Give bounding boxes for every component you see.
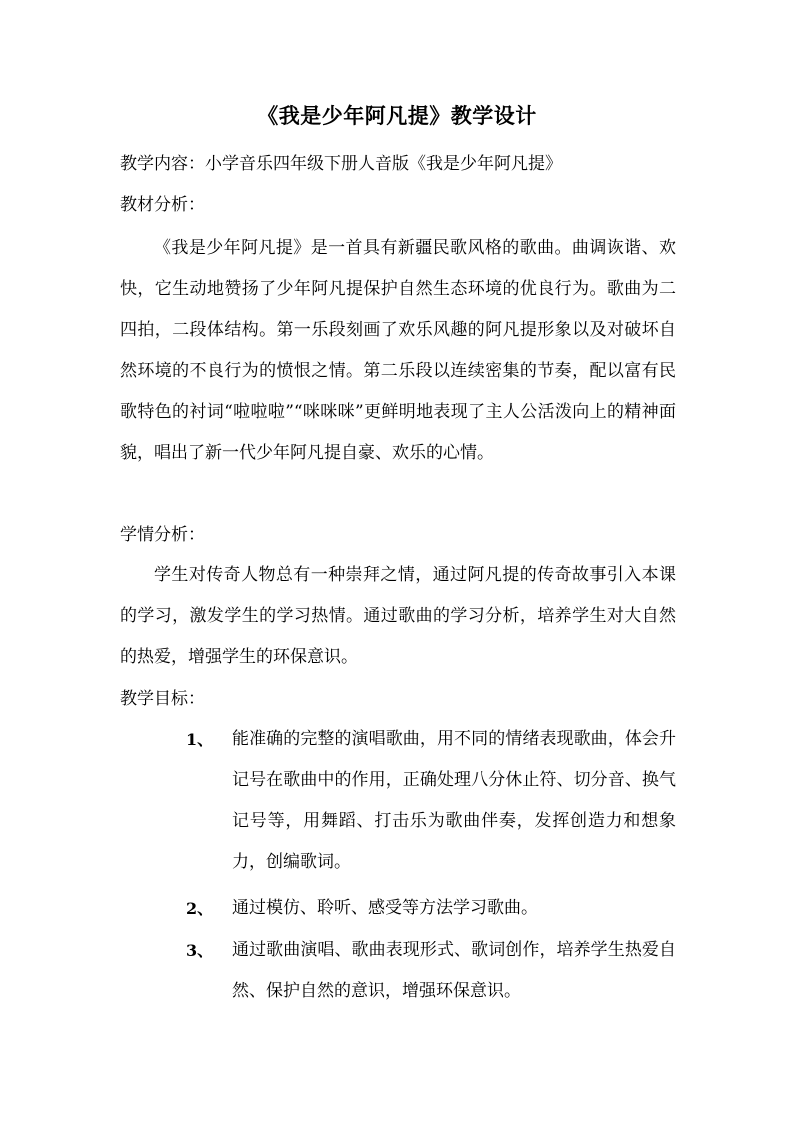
- document-title: 《我是少年阿凡提》教学设计: [257, 103, 537, 128]
- teaching-goals-heading: 教学目标：: [120, 689, 205, 709]
- goal-number: 1、: [186, 730, 214, 749]
- goal-text: 通过模仿、聆听、感受等方法学习歌曲。: [232, 898, 538, 918]
- goal-number: 2、: [186, 899, 214, 918]
- goal-text: 通过歌曲演唱、歌曲表现形式、歌词创作，培养学生热爱自然、保护自然的意识，增强环保意识。: [232, 940, 676, 1001]
- goal-text: 能准确的完整的演唱歌曲，用不同的情绪表现歌曲，体会升记号在歌曲中的作用，正确处理八分休止符、切分音、换气记号等，用舞蹈、打击乐为歌曲伴奏，发挥创造力和想象力，创编歌词。: [232, 729, 676, 872]
- teaching-content-line: 教学内容：小学音乐四年级下册人音版《我是少年阿凡提》: [120, 154, 562, 174]
- goal-number: 3、: [186, 941, 214, 960]
- student-analysis-paragraph: 学生对传奇人物总有一种崇拜之情，通过阿凡提的传奇故事引入本课的学习，激发学生的学习热情。通过歌曲的学习分析，培养学生对大自然的热爱，增强学生的环保意识。: [120, 565, 676, 667]
- material-analysis-heading: 教材分析：: [120, 195, 205, 215]
- material-analysis-paragraph: 《我是少年阿凡提》是一首具有新疆民歌风格的歌曲。曲调诙谐、欢快，它生动地赞扬了少年阿凡提保护自然生态环境的优良行为。歌曲为二四拍，二段体结构。第一乐段刻画了欢乐风趣的阿凡提形象以及对破坏自然环境的不良行为的愤恨之情。第二乐段以连续密集的节奏，配以富有民歌特色的衬词“啦啦啦”“咪咪咪”更鲜明地表现了主人公活泼向上的精神面貌，唱出了新一代少年阿凡提自豪、欢乐的心情。: [120, 238, 676, 463]
- student-analysis-heading: 学情分析：: [120, 525, 205, 545]
